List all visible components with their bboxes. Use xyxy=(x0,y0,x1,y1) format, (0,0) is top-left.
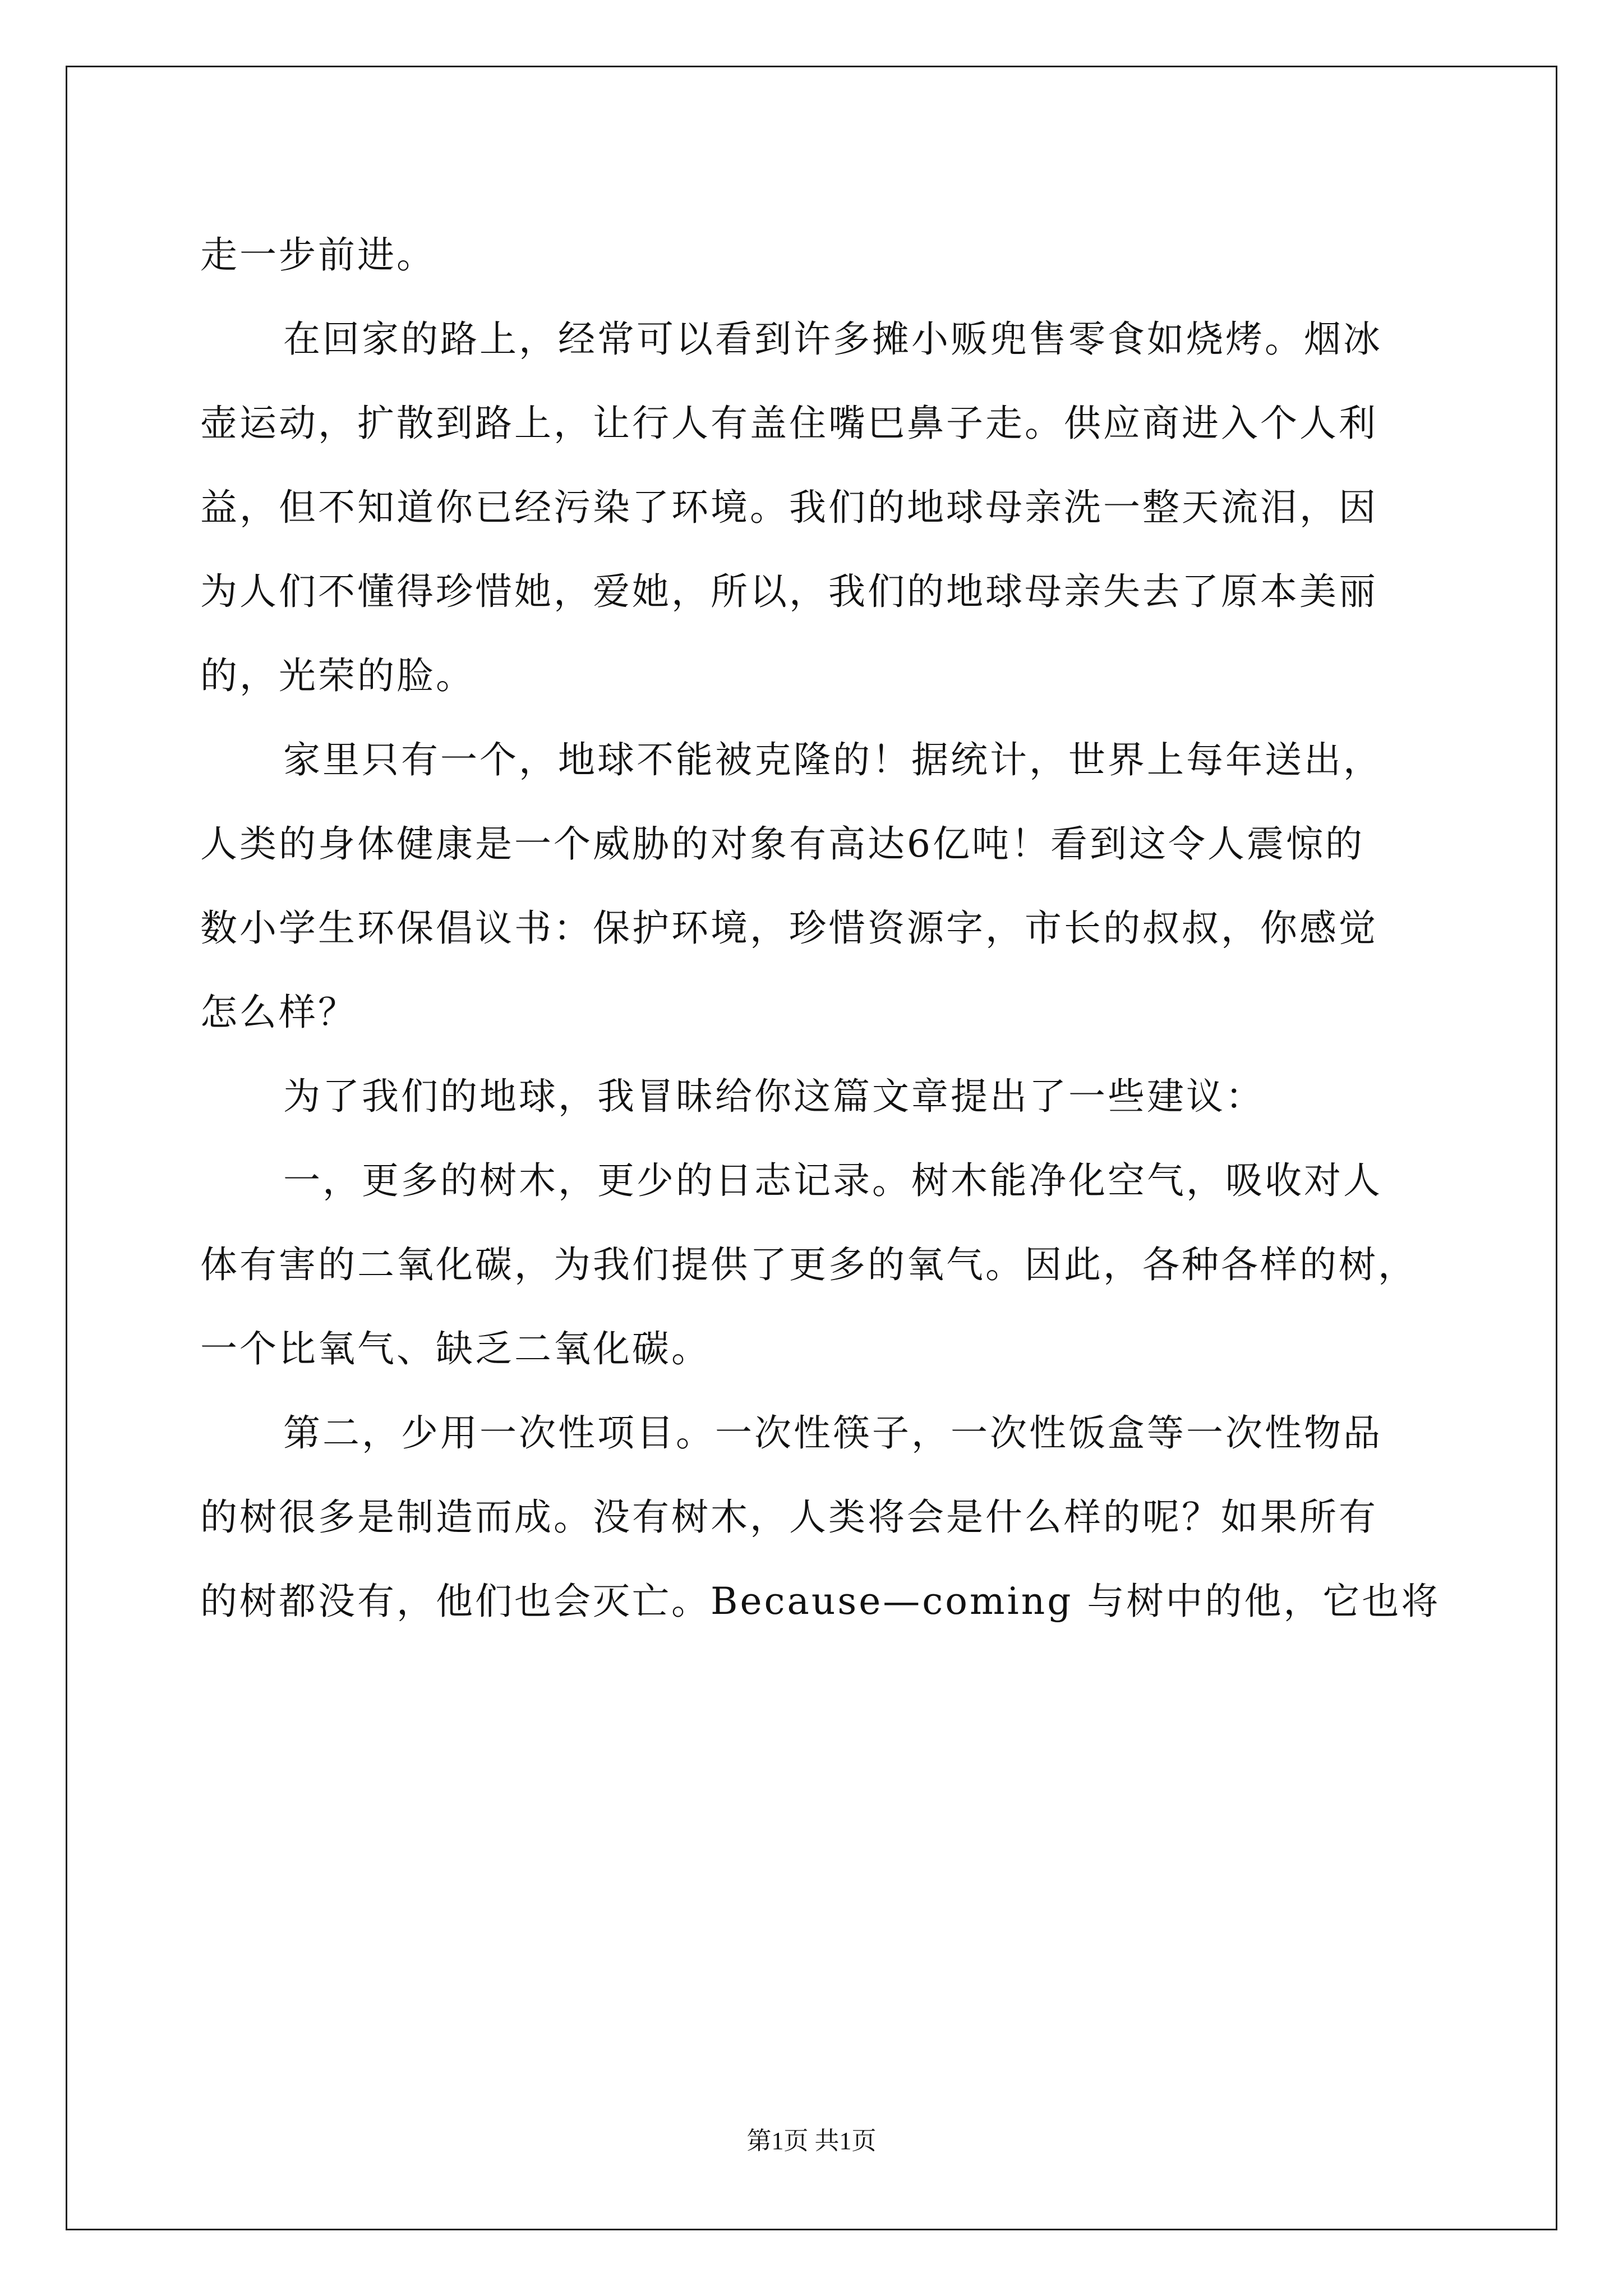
text-line: 壶运动，扩散到路上，让行人有盖住嘴巴鼻子走。供应商进入个人利 xyxy=(200,402,1378,445)
text-line: 怎么样？ xyxy=(200,991,357,1034)
text-line: 一，更多的树木，更少的日志记录。树木能净化空气，吸收对人 xyxy=(283,1159,1382,1202)
text-line: 为了我们的地球，我冒昧给你这篇文章提出了一些建议： xyxy=(283,1075,1265,1118)
text-line: 的树很多是制造而成。没有树木，人类将会是什么样的呢？如果所有 xyxy=(200,1496,1378,1539)
text-line: 益，但不知道你已经污染了环境。我们的地球母亲洗一整天流泪，因 xyxy=(200,486,1378,529)
text-line: 一个比氧气、缺乏二氧化碳。 xyxy=(200,1327,711,1370)
text-line: 在回家的路上，经常可以看到许多摊小贩兜售零食如烧烤。烟冰 xyxy=(283,318,1382,361)
text-line: 体有害的二氧化碳，为我们提供了更多的氧气。因此，各种各样的树， xyxy=(200,1243,1417,1286)
text-line: 的树都没有，他们也会灭亡。Because—coming 与树中的他，它也将 xyxy=(200,1580,1441,1623)
text-line: 人类的身体健康是一个威胁的对象有高达6亿吨！看到这令人震惊的 xyxy=(200,822,1364,866)
text-line: 家里只有一个，地球不能被克隆的！据统计，世界上每年送出， xyxy=(283,738,1382,781)
text-line: 数小学生环保倡议书：保护环境，珍惜资源字，市长的叔叔，你感觉 xyxy=(200,907,1378,950)
page-footer: 第1页 共1页 xyxy=(746,2127,877,2155)
text-line: 第二，少用一次性项目。一次性筷子，一次性饭盒等一次性物品 xyxy=(283,1411,1382,1455)
document-body xyxy=(200,213,1440,1644)
text-line: 的，光荣的脸。 xyxy=(200,654,475,697)
text-line: 走一步前进。 xyxy=(200,233,436,277)
text-line: 为人们不懂得珍惜她，爱她，所以，我们的地球母亲失去了原本美丽 xyxy=(200,570,1378,613)
